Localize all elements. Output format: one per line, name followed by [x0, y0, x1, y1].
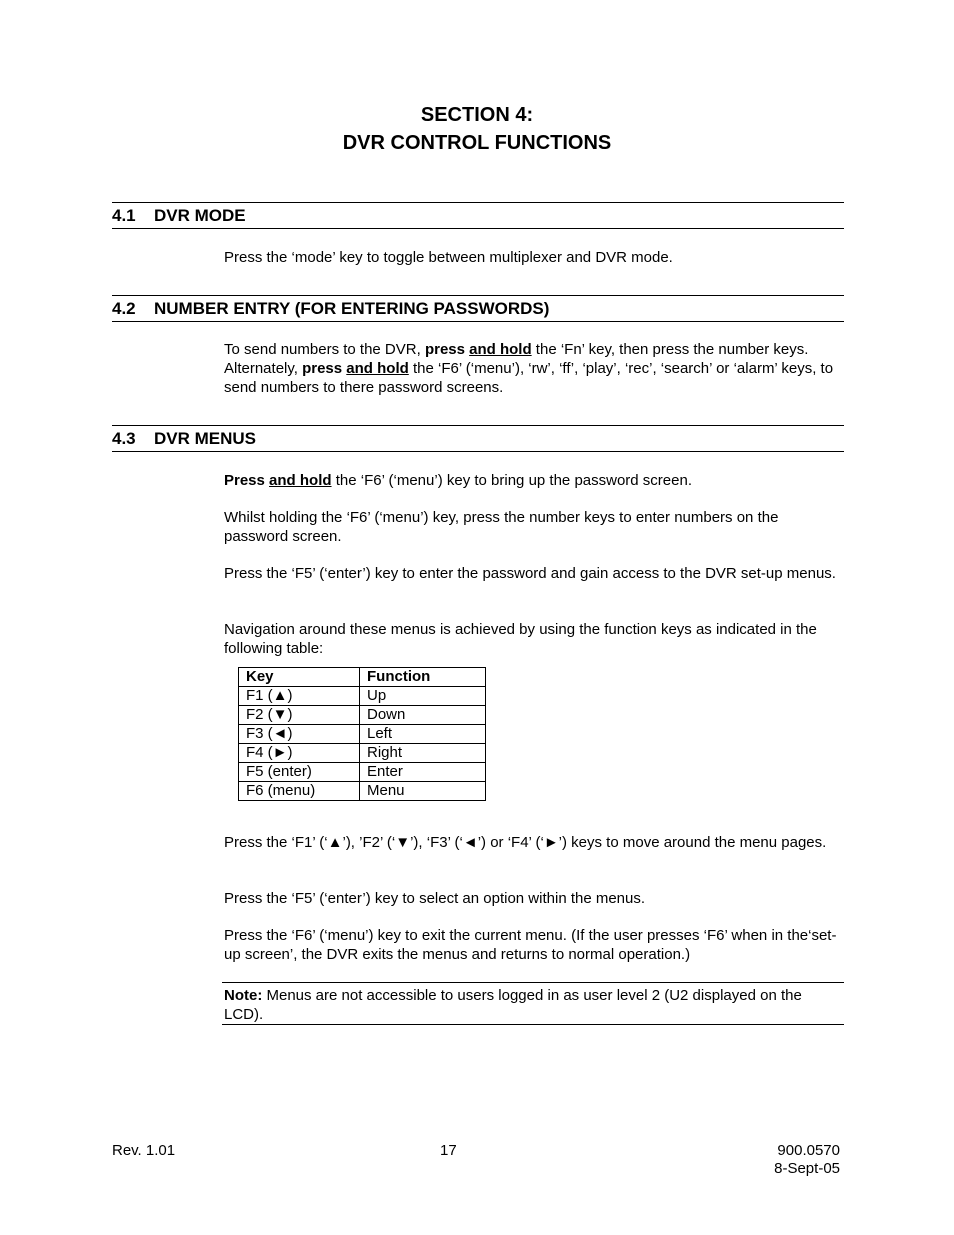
- section-heading-4-1: [112, 202, 844, 229]
- table-cell: Menu: [360, 782, 486, 801]
- emphasis: press: [424, 341, 465, 358]
- table-cell: Left: [360, 725, 486, 744]
- underline-emphasis: and hold: [469, 341, 532, 358]
- underline-emphasis: and hold: [346, 360, 409, 377]
- footer-doc-info: [774, 1142, 840, 1178]
- text-run: the ‘Fn’ key, then press the number keys. Alternately,: [224, 341, 809, 377]
- section-title-line1: SECTION 4:: [420, 104, 534, 126]
- section-number: 4.3: [112, 429, 136, 448]
- table-row: [239, 744, 486, 763]
- text-run: To send numbers to the DVR,: [224, 341, 425, 358]
- table-header-row: [239, 668, 486, 687]
- paragraph: Press the ‘F1’ (‘▲’), ’F2’ (‘▼’), ‘F3’ (‘◄’) or ‘F4’ (‘►’) keys to move around the menu pages.: [224, 834, 827, 851]
- table-header: Key: [239, 668, 360, 687]
- paragraph: Press the ‘mode’ key to toggle between multiplexer and DVR mode.: [224, 249, 673, 266]
- note-text: Menus are not accessible to users logged in as user level 2 (U2 displayed on the LCD).: [224, 987, 802, 1023]
- table-cell: Down: [360, 706, 486, 725]
- table-row: [239, 687, 486, 706]
- section-title: [0, 101, 954, 157]
- paragraph: [224, 340, 844, 397]
- table-cell: F3 (◄): [239, 725, 360, 744]
- note-box: [222, 982, 844, 1025]
- document-date: 8-Sept-05: [774, 1160, 840, 1177]
- paragraph: Navigation around these menus is achieved by using the function keys as indicated in the following table:: [224, 621, 817, 657]
- section-heading-4-3: [112, 425, 844, 452]
- emphasis: Press: [224, 472, 265, 489]
- text-run: the ‘F6’ (‘menu’), ‘rw’, ‘ff’, ‘play’, ‘rec’, ‘search’ or ‘alarm’ keys, to send numbers to there password screens.: [224, 360, 834, 396]
- note-label: Note:: [224, 987, 263, 1004]
- text-run: the ‘F6’ (‘menu’) key to bring up the password screen.: [331, 472, 692, 489]
- table-row: [239, 725, 486, 744]
- section-heading-text: DVR MENUS: [154, 429, 257, 448]
- section-heading-text: NUMBER ENTRY (FOR ENTERING PASSWORDS): [154, 299, 550, 318]
- table-row: [239, 782, 486, 801]
- function-key-table: [238, 667, 486, 801]
- emphasis: press: [302, 360, 343, 377]
- table-cell: F5 (enter): [239, 763, 360, 782]
- section-number: 4.1: [112, 206, 136, 225]
- table-cell: F2 (▼): [239, 706, 360, 725]
- section-heading-4-2: [112, 295, 844, 322]
- paragraph: Press the ‘F5’ (‘enter’) key to enter the password and gain access to the DVR set-up menus.: [224, 565, 836, 582]
- table-row: [239, 763, 486, 782]
- underline-emphasis: and hold: [269, 472, 332, 489]
- table-cell: Right: [360, 744, 486, 763]
- paragraph: Press the ‘F6’ (‘menu’) key to exit the current menu. (If the user presses ‘F6’ when in the‘set-up screen’, the DVR exits the menus and returns to normal operation.): [224, 927, 837, 963]
- paragraph: Whilst holding the ‘F6’ (‘menu’) key, press the number keys to enter numbers on the password screen.: [224, 509, 779, 545]
- section-title-line2: DVR CONTROL FUNCTIONS: [342, 132, 612, 154]
- section-number: 4.2: [112, 299, 136, 318]
- page-number: 17: [440, 1142, 457, 1159]
- paragraph: Press the ‘F5’ (‘enter’) key to select an option within the menus.: [224, 890, 646, 907]
- section-heading-text: DVR MODE: [154, 206, 246, 225]
- table-cell: F1 (▲): [239, 687, 360, 706]
- table-cell: F4 (►): [239, 744, 360, 763]
- footer-revision: Rev. 1.01: [112, 1142, 176, 1159]
- document-number: 900.0570: [777, 1142, 840, 1159]
- table-row: [239, 706, 486, 725]
- table-cell: F6 (menu): [239, 782, 360, 801]
- table-cell: Enter: [360, 763, 486, 782]
- table-header: Function: [360, 668, 486, 687]
- paragraph: [224, 471, 844, 490]
- table-cell: Up: [360, 687, 486, 706]
